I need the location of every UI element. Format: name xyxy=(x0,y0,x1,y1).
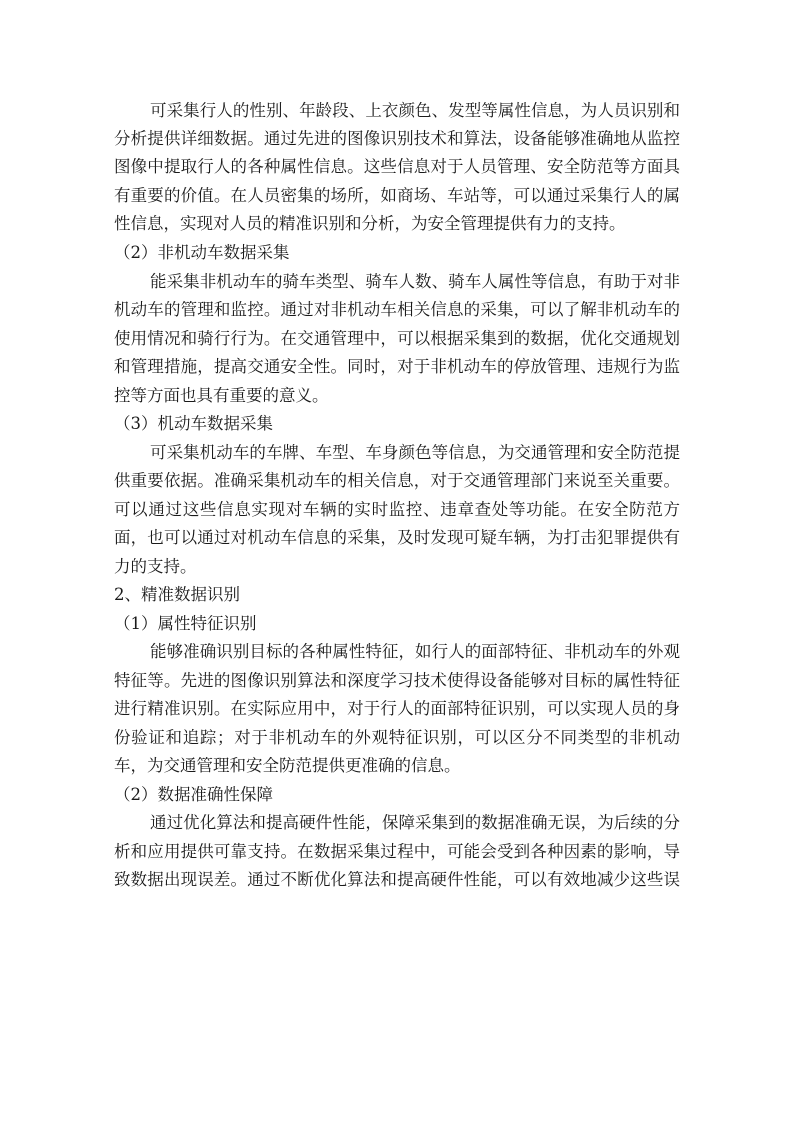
paragraph-line: 份验证和追踪；对于非机动车的外观特征识别，可以区分不同类型的非机动 xyxy=(114,728,680,747)
paragraph-line: 和管理措施，提高交通安全性。同时，对于非机动车的停放管理、违规行为监 xyxy=(114,357,680,376)
paragraph-line: 力的支持。 xyxy=(114,557,197,576)
paragraph-line: 供重要依据。准确采集机动车的相关信息，对于交通管理部门来说至关重要。 xyxy=(114,471,680,490)
paragraph-line: 能采集非机动车的骑车类型、骑车人数、骑车人属性等信息，有助于对非 xyxy=(150,272,680,291)
section-heading: （3）机动车数据采集 xyxy=(114,414,273,433)
paragraph-line: 控等方面也具有重要的意义。 xyxy=(114,386,329,405)
section-heading: （2）数据准确性保障 xyxy=(114,785,273,804)
paragraph-line: 析和应用提供可靠支持。在数据采集过程中，可能会受到各种因素的影响，导 xyxy=(114,842,680,861)
paragraph-line: 性信息，实现对人员的精准识别和分析，为安全管理提供有力的支持。 xyxy=(114,214,626,233)
paragraph-line: 面，也可以通过对机动车信息的采集，及时发现可疑车辆，为打击犯罪提供有 xyxy=(114,528,680,547)
paragraph-line: 使用情况和骑行行为。在交通管理中，可以根据采集到的数据，优化交通规划 xyxy=(114,329,680,348)
paragraph-line: 机动车的管理和监控。通过对非机动车相关信息的采集，可以了解非机动车的 xyxy=(114,300,680,319)
paragraph-line: 进行精准识别。在实际应用中，对于行人的面部特征识别，可以实现人员的身 xyxy=(114,699,680,718)
paragraph-line: 通过优化算法和提高硬件性能，保障采集到的数据准确无误，为后续的分 xyxy=(150,813,680,832)
paragraph-line: 特征等。先进的图像识别算法和深度学习技术使得设备能够对目标的属性特征 xyxy=(114,671,680,690)
paragraph-line: 有重要的价值。在人员密集的场所，如商场、车站等，可以通过采集行人的属 xyxy=(114,186,680,205)
section-heading: （2）非机动车数据采集 xyxy=(114,243,290,262)
section-heading: 2、精准数据识别 xyxy=(114,585,240,604)
paragraph-line: 图像中提取行人的各种属性信息。这些信息对于人员管理、安全防范等方面具 xyxy=(114,157,680,176)
section-heading: （1）属性特征识别 xyxy=(114,614,257,633)
paragraph-line: 车，为交通管理和安全防范提供更准确的信息。 xyxy=(114,756,461,775)
paragraph-line: 致数据出现误差。通过不断优化算法和提高硬件性能，可以有效地减少这些误 xyxy=(114,870,680,889)
paragraph-line: 分析提供详细数据。通过先进的图像识别技术和算法，设备能够准确地从监控 xyxy=(114,129,680,148)
paragraph-line: 能够准确识别目标的各种属性特征，如行人的面部特征、非机动车的外观 xyxy=(150,642,680,661)
paragraph-line: 可采集机动车的车牌、车型、车身颜色等信息，为交通管理和安全防范提 xyxy=(150,443,680,462)
paragraph-line: 可以通过这些信息实现对车辆的实时监控、违章查处等功能。在安全防范方 xyxy=(114,500,680,519)
paragraph-line: 可采集行人的性别、年龄段、上衣颜色、发型等属性信息，为人员识别和 xyxy=(150,101,680,120)
